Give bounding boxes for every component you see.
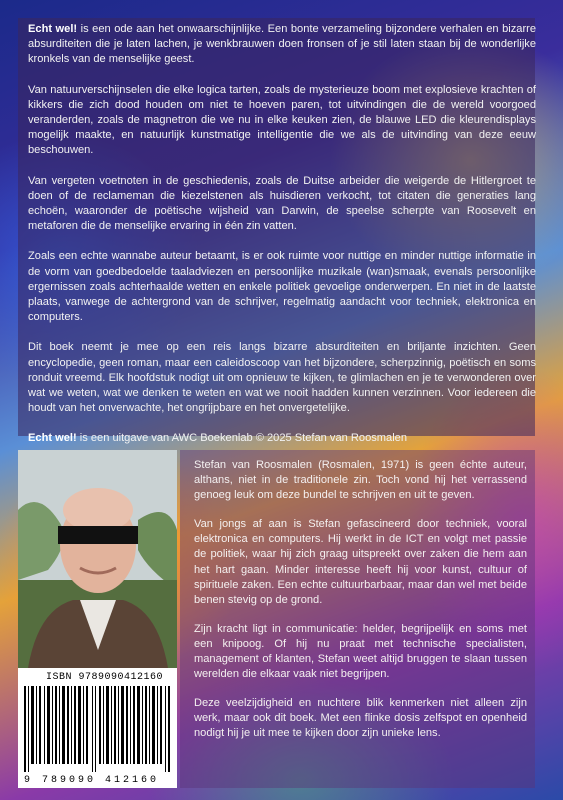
blurb-p1-text: is een ode aan het onwaarschijnlijke. Een bonte verzameling bijzondere verhalen en bizarre absurditeiten die je laten lachen, je wenkbrauwen doen fronsen of je stil laten staan bij de wonderlijke kronkels van de menselijke geest. [28, 23, 536, 66]
bio-paragraph-3: Zijn kracht ligt in communicatie: helder, begrijpelijk en soms met een knipoog. Of hij nu praat met technische specialisten, management of klanten, Stefan weet altijd bruggen te slaan tussen werelden die elkaar vaak niet begrijpen. [194, 622, 527, 681]
author-photo-icon [18, 450, 177, 668]
barcode-digits: 9 789090 412160 [24, 775, 160, 786]
publisher-text: is een uitgave van AWC Boekenlab © 2025 Stefan van Roosmalen [76, 432, 408, 445]
publisher-line [28, 431, 536, 446]
bio-paragraph-4: Deze veelzijdigheid en nuchtere blik kenmerken niet alleen zijn werk, maar ook dit boek. Met een flinke dosis zelfspot en openheid nodigt hij je uit mee te kijken door zijn unieke lens. [194, 697, 527, 740]
book-title-bold-2: Echt wel! [28, 432, 77, 445]
barcode-box [18, 668, 177, 788]
bio-paragraph-1: Stefan van Roosmalen (Rosmalen, 1971) is geen échte auteur, althans, niet in de traditionele zin. Toch vond hij het verrassend genoeg leuk om deze bundel te schrijven en uit te geven. [194, 459, 527, 502]
blurb-text [28, 22, 536, 462]
blurb-paragraph-3: Van vergeten voetnoten in de geschiedenis, zoals de Duitse arbeider die weigerde de Hitlergroet te doen of de reclameman die kiezelstenen als huisdieren verkocht, tot citaten die generaties lang echoën, waaronder de poëtische wijsheid van Darwin, de speelse scherpte van Roosevelt en metaforen die de menselijke ervaring in één zin vatten. [28, 174, 536, 233]
author-photo [18, 450, 177, 668]
barcode-icon [18, 668, 177, 788]
bio-text [194, 458, 527, 756]
blurb-paragraph-5: Dit boek neemt je mee op een reis langs bizarre absurditeiten en briljante inzichten. Geen encyclopedie, geen roman, maar een caleidoscoop van het bijzondere, scherpzinnig, poëtisch en soms ronduit vreemd. Elk hoofdstuk nodigt uit om opnieuw te kijken, te glimlachen en je te verwonderen over wat we weten, wat we denken te weten en wat we nooit hadden kunnen verzinnen. Voor iedereen die houdt van het onverwachte, het ongrijpbare en het onvergetelijke. [28, 341, 536, 415]
book-title-bold: Echt wel! [28, 23, 78, 35]
blurb-paragraph-1 [28, 22, 536, 68]
bio-paragraph-2: Van jongs af aan is Stefan gefascineerd door techniek, vooral elektronica en computers. Hij werkt in de ICT en volgt met passie de politiek, waar hij zich graag uitspreekt over zaken die hem aan het hart gaan. Minder interesse heeft hij voor kunst, cultuur of spirituele zaken. Een echte cultuurbarbaar, maar dan wel met beide benen stevig op de grond. [194, 518, 527, 606]
blurb-paragraph-2: Van natuurverschijnselen die elke logica tarten, zoals de mysterieuze boom met explosieve krachten of kikkers die zich dood houden om niet te hoeven paren, tot uitvindingen die de wereld voorgoed veranderden, zoals de magnetron die we nu in elke keuken zien, de blauwe LED die kleurendisplays mogelijk maakte, en natuurlijk kunstmatige intelligentie die we als de uitvinding van deze eeuw beschouwen. [28, 83, 536, 157]
blurb-paragraph-4: Zoals een echte wannabe auteur betaamt, is er ook ruimte voor nuttige en minder nuttige informatie in de vorm van goedbedoelde taaladviezen en persoonlijke muzikale (wan)smaak, evenals persoonlijke ergernissen zoals achterhaalde wetten en enkele politiek gevoelige onderwerpen. En niet in de laatste plaats, vanwege de achtergrond van de schrijver, regelmatig aandacht voor techniek, elektronica en computers. [28, 250, 536, 324]
isbn-label: ISBN 9789090412160 [46, 672, 164, 683]
